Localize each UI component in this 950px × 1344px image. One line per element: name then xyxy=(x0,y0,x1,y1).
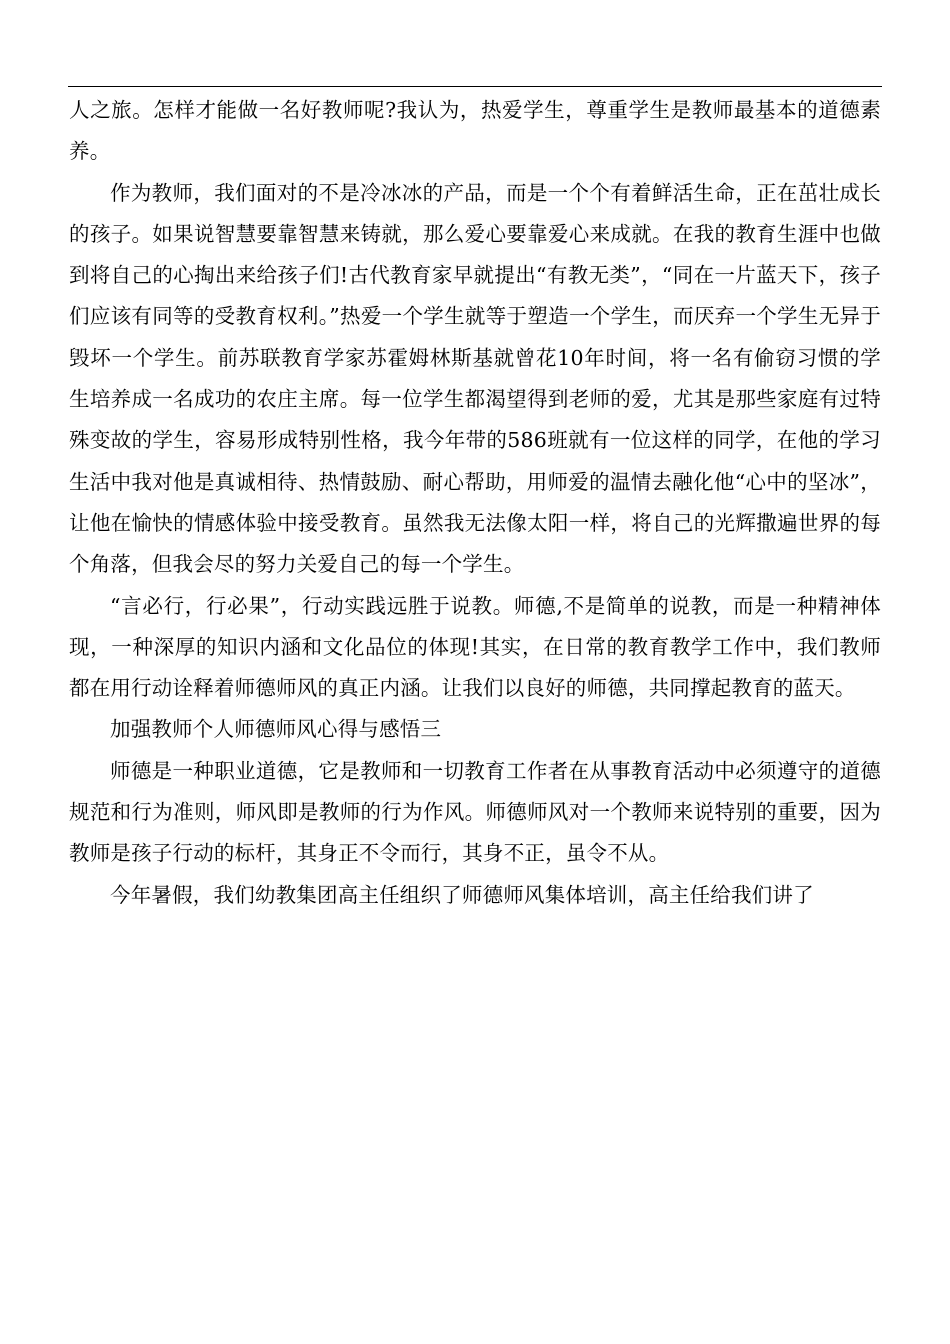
header-rule xyxy=(68,86,882,87)
paragraph-3: “言必行，行必果”，行动实践远胜于说教。师德,不是简单的说教，而是一种精神体现，一种深厚的知识内涵和文化品位的体现!其实，在日常的教育教学工作中，我们教师都在用行动诠释着师德师风的真正内涵。让我们以良好的师德，共同撑起教育的蓝天。 xyxy=(69,593,881,701)
section-heading: 加强教师个人师德师风心得与感悟三 xyxy=(110,717,442,742)
paragraph-2: 作为教师，我们面对的不是冷冰冰的产品，而是一个个有着鲜活生命，正在茁壮成长的孩子。如果说智慧要靠智慧来铸就，那么爱心要靠爱心来成就。在我的教育生涯中也做到将自己的心掏出来给孩子们!古代教育家早就提出“有教无类”，“同在一片蓝天下，孩子们应该有同等的受教育权利。”热爱一个学生就等于塑造一个学生，而厌弃一个学生无异于毁坏一个学生。前苏联教育学家苏霍姆林斯基就曾花10年时间，将一名有偷窃习惯的学生培养成一名成功的农庄主席。每一位学生都渴望得到老师的爱，尤其是那些家庭有过特殊变故的学生，容易形成特别性格，我今年带的586班就有一位这样的同学，在他的学习生活中我对他是真诚相待、热情鼓励、耐心帮助，用师爱的温情去融化他“心中的坚冰”，让他在愉快的情感体验中接受教育。虽然我无法像太阳一样，将自己的光辉撒遍世界的每个角落，但我会尽的努力关爱自己的每一个学生。 xyxy=(69,180,881,577)
paragraph-5: 师德是一种职业道德，它是教师和一切教育工作者在从事教育活动中必须遵守的道德规范和行为准则，师风即是教师的行为作风。师德师风对一个教师来说特别的重要，因为教师是孩子行动的标杆，其身正不令而行，其身不正，虽令不从。 xyxy=(69,758,881,866)
paragraph-1: 人之旅。怎样才能做一名好教师呢?我认为，热爱学生，尊重学生是教师最基本的道德素养。 xyxy=(69,98,881,164)
paragraph-6: 今年暑假，我们幼教集团高主任组织了师德师风集体培训，高主任给我们讲了 xyxy=(110,882,814,907)
document-body xyxy=(69,90,881,916)
